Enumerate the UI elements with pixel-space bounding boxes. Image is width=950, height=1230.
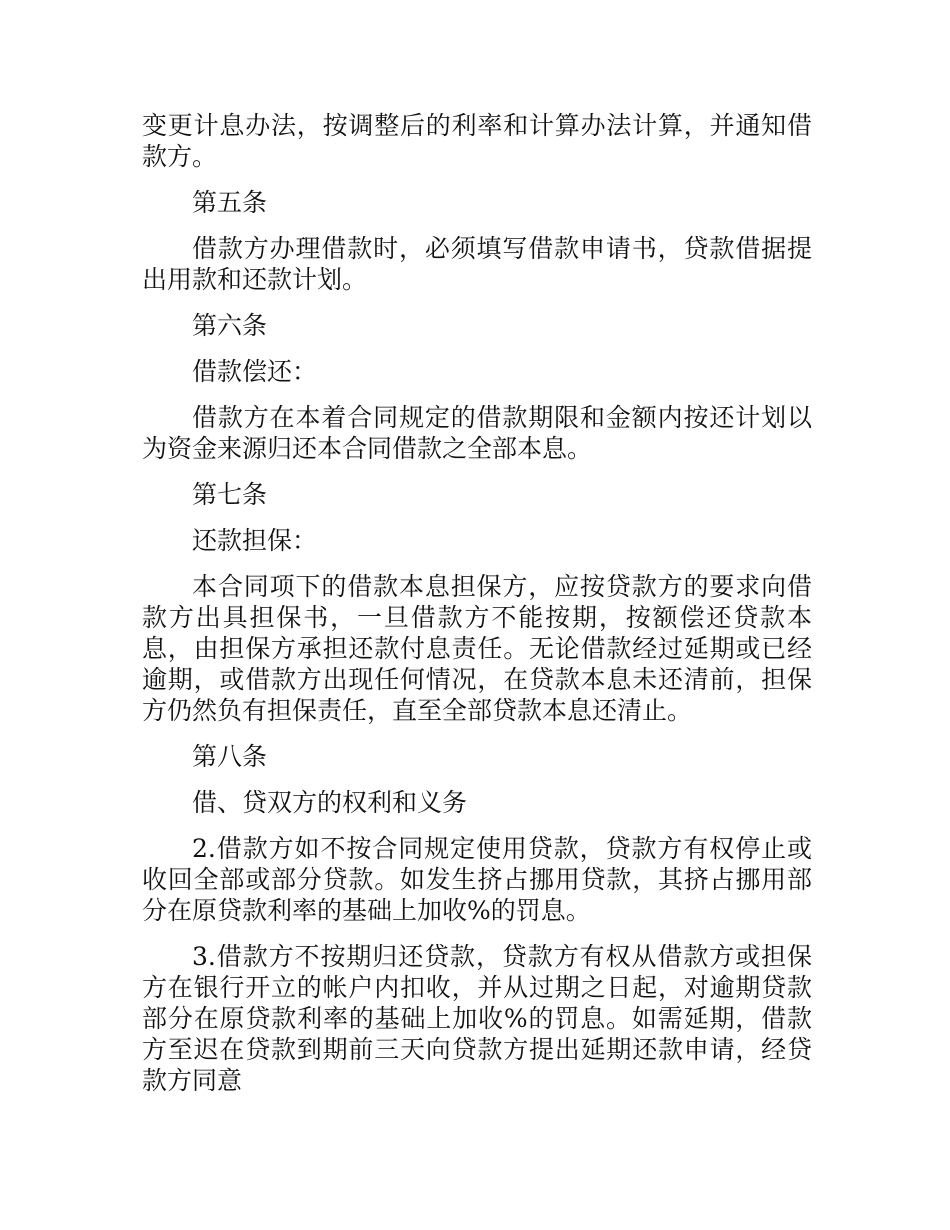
article-8-title: 借、贷双方的权利和义务 — [192, 788, 468, 817]
document-body — [142, 110, 812, 1111]
article-7-title: 还款担保： — [192, 526, 318, 555]
article-8-heading: 第八条 — [192, 742, 268, 771]
article-8-clause-2: 2.借款方如不按合同规定使用贷款，贷款方有权停止或收回全部或部分贷款。如发生挤占挪用贷款，其挤占挪用部分在原贷款利率的基础上加收%的罚息。 — [142, 834, 812, 925]
article-7-body: 本合同项下的借款本息担保方，应按贷款方的要求向借款方出具担保书，一旦借款方不能按期，按额偿还贷款本息，由担保方承担还款付息责任。无论借款经过延期或已经逾期，或借款方出现任何情况，在贷款本息未还清前，担保方仍然负有担保责任，直至全部贷款本息还清止。 — [142, 572, 812, 725]
article-6-heading: 第六条 — [192, 311, 268, 340]
article-6-title: 借款偿还： — [192, 357, 318, 386]
article-7-heading: 第七条 — [192, 480, 268, 509]
article-8-clause-3: 3.借款方不按期归还贷款，贷款方有权从借款方或担保方在银行开立的帐户内扣收，并从过期之日起，对逾期贷款部分在原贷款利率的基础上加收%的罚息。如需延期，借款方至迟在贷款到期前三天向贷款方提出延期还款申请，经贷款方同意 — [142, 942, 812, 1095]
paragraph-continuation: 变更计息办法，按调整后的利率和计算办法计算，并通知借款方。 — [142, 111, 812, 171]
article-5-body: 借款方办理借款时，必须填写借款申请书，贷款借据提出用款和还款计划。 — [142, 234, 812, 294]
article-6-body: 借款方在本着合同规定的借款期限和金额内按还计划以为资金来源归还本合同借款之全部本息。 — [142, 403, 812, 463]
article-5-heading: 第五条 — [192, 188, 268, 217]
